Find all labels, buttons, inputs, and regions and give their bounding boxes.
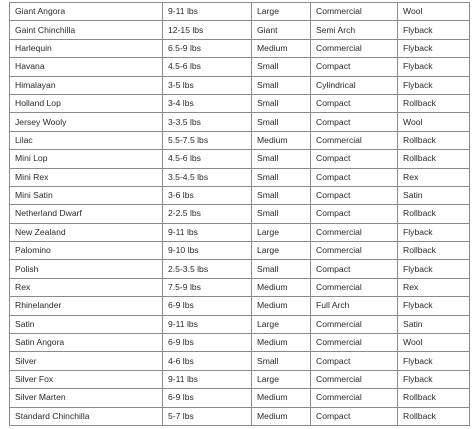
table-row: [10, 407, 470, 425]
body-type-cell: Compact: [311, 168, 398, 186]
weight-cell: 9-11 lbs: [163, 3, 252, 21]
fur-type-cell: Flyback: [398, 39, 470, 57]
size-cell: Large: [252, 242, 311, 260]
body-type-cell: Compact: [311, 407, 398, 425]
weight-cell: 5-7 lbs: [163, 407, 252, 425]
fur-type-cell: Flyback: [398, 260, 470, 278]
size-cell: Large: [252, 223, 311, 241]
table-row: [10, 315, 470, 333]
body-type-cell: Compact: [311, 205, 398, 223]
fur-type-cell: Wool: [398, 3, 470, 21]
table-row: [10, 150, 470, 168]
size-cell: Medium: [252, 131, 311, 149]
weight-cell: 6-9 lbs: [163, 389, 252, 407]
weight-cell: 3-6 lbs: [163, 186, 252, 204]
weight-cell: 12-15 lbs: [163, 21, 252, 39]
size-cell: Medium: [252, 389, 311, 407]
weight-cell: 5.5-7.5 lbs: [163, 131, 252, 149]
weight-cell: 3.5-4.5 lbs: [163, 168, 252, 186]
table-row: [10, 389, 470, 407]
table-row: [10, 76, 470, 94]
body-type-cell: Compact: [311, 94, 398, 112]
body-type-cell: Semi Arch: [311, 21, 398, 39]
weight-cell: 9-11 lbs: [163, 315, 252, 333]
breed-cell: Silver Fox: [10, 370, 163, 388]
size-cell: Small: [252, 58, 311, 76]
body-type-cell: Compact: [311, 186, 398, 204]
size-cell: Small: [252, 205, 311, 223]
size-cell: Small: [252, 352, 311, 370]
weight-cell: 3-5 lbs: [163, 76, 252, 94]
table-row: [10, 334, 470, 352]
table-row: [10, 297, 470, 315]
fur-type-cell: Flyback: [398, 21, 470, 39]
fur-type-cell: Flyback: [398, 58, 470, 76]
fur-type-cell: Rex: [398, 278, 470, 296]
table-row: [10, 39, 470, 57]
fur-type-cell: Wool: [398, 334, 470, 352]
breed-cell: Giant Angora: [10, 3, 163, 21]
fur-type-cell: Rollback: [398, 131, 470, 149]
body-type-cell: Commercial: [311, 3, 398, 21]
weight-cell: 4.5-6 lbs: [163, 150, 252, 168]
size-cell: Small: [252, 113, 311, 131]
table-row: [10, 94, 470, 112]
fur-type-cell: Rollback: [398, 407, 470, 425]
fur-type-cell: Flyback: [398, 370, 470, 388]
fur-type-cell: Rex: [398, 168, 470, 186]
breed-cell: Gaint Chinchilla: [10, 21, 163, 39]
size-cell: Medium: [252, 297, 311, 315]
fur-type-cell: Satin: [398, 315, 470, 333]
size-cell: Small: [252, 150, 311, 168]
weight-cell: 2.5-3.5 lbs: [163, 260, 252, 278]
size-cell: Small: [252, 76, 311, 94]
table-row: [10, 168, 470, 186]
body-type-cell: Commercial: [311, 131, 398, 149]
body-type-cell: Commercial: [311, 370, 398, 388]
weight-cell: 6.5-9 lbs: [163, 39, 252, 57]
weight-cell: 9-11 lbs: [163, 223, 252, 241]
size-cell: Large: [252, 370, 311, 388]
fur-type-cell: Rollback: [398, 94, 470, 112]
breed-cell: Rex: [10, 278, 163, 296]
weight-cell: 6-9 lbs: [163, 297, 252, 315]
body-type-cell: Commercial: [311, 334, 398, 352]
table-row: [10, 58, 470, 76]
breed-cell: Holland Lop: [10, 94, 163, 112]
size-cell: Medium: [252, 334, 311, 352]
weight-cell: 9-11 lbs: [163, 370, 252, 388]
body-type-cell: Compact: [311, 352, 398, 370]
breed-cell: Lilac: [10, 131, 163, 149]
breed-cell: Satin Angora: [10, 334, 163, 352]
breed-cell: Polish: [10, 260, 163, 278]
breed-cell: Himalayan: [10, 76, 163, 94]
breed-cell: New Zealand: [10, 223, 163, 241]
breed-cell: Palomino: [10, 242, 163, 260]
table-row: [10, 113, 470, 131]
table-row: [10, 278, 470, 296]
fur-type-cell: Flyback: [398, 76, 470, 94]
table-body: [10, 3, 470, 426]
size-cell: Large: [252, 3, 311, 21]
weight-cell: 6-9 lbs: [163, 334, 252, 352]
size-cell: Medium: [252, 278, 311, 296]
body-type-cell: Compact: [311, 260, 398, 278]
body-type-cell: Compact: [311, 150, 398, 168]
size-cell: Giant: [252, 21, 311, 39]
fur-type-cell: Wool: [398, 113, 470, 131]
body-type-cell: Full Arch: [311, 297, 398, 315]
fur-type-cell: Flyback: [398, 297, 470, 315]
weight-cell: 3-3.5 lbs: [163, 113, 252, 131]
weight-cell: 7.5-9 lbs: [163, 278, 252, 296]
size-cell: Large: [252, 315, 311, 333]
table-row: [10, 205, 470, 223]
body-type-cell: Commercial: [311, 39, 398, 57]
body-type-cell: Cylindrical: [311, 76, 398, 94]
size-cell: Small: [252, 186, 311, 204]
table-row: [10, 260, 470, 278]
body-type-cell: Commercial: [311, 315, 398, 333]
fur-type-cell: Flyback: [398, 352, 470, 370]
table-row: [10, 352, 470, 370]
table-row: [10, 186, 470, 204]
size-cell: Small: [252, 260, 311, 278]
size-cell: Medium: [252, 39, 311, 57]
table-row: [10, 223, 470, 241]
breed-cell: Mini Lop: [10, 150, 163, 168]
body-type-cell: Commercial: [311, 242, 398, 260]
weight-cell: 2-2.5 lbs: [163, 205, 252, 223]
fur-type-cell: Rollback: [398, 205, 470, 223]
size-cell: Small: [252, 168, 311, 186]
body-type-cell: Commercial: [311, 223, 398, 241]
breed-cell: Netherland Dwarf: [10, 205, 163, 223]
body-type-cell: Compact: [311, 113, 398, 131]
table-row: [10, 242, 470, 260]
body-type-cell: Compact: [311, 58, 398, 76]
breed-cell: Mini Satin: [10, 186, 163, 204]
breed-cell: Jersey Wooly: [10, 113, 163, 131]
table-row: [10, 370, 470, 388]
size-cell: Medium: [252, 407, 311, 425]
table-row: [10, 21, 470, 39]
breed-cell: Silver: [10, 352, 163, 370]
table-row: [10, 131, 470, 149]
fur-type-cell: Flyback: [398, 223, 470, 241]
size-cell: Small: [252, 94, 311, 112]
weight-cell: 4.5-6 lbs: [163, 58, 252, 76]
breed-table-container: [9, 2, 470, 426]
weight-cell: 4-6 lbs: [163, 352, 252, 370]
breed-cell: Rhinelander: [10, 297, 163, 315]
fur-type-cell: Rollback: [398, 242, 470, 260]
table-row: [10, 3, 470, 21]
breed-cell: Standard Chinchilla: [10, 407, 163, 425]
body-type-cell: Commercial: [311, 389, 398, 407]
rabbit-breed-table: [9, 2, 470, 426]
fur-type-cell: Satin: [398, 186, 470, 204]
breed-cell: Satin: [10, 315, 163, 333]
fur-type-cell: Rollback: [398, 150, 470, 168]
weight-cell: 3-4 lbs: [163, 94, 252, 112]
weight-cell: 9-10 lbs: [163, 242, 252, 260]
breed-cell: Mini Rex: [10, 168, 163, 186]
breed-cell: Silver Marten: [10, 389, 163, 407]
breed-cell: Havana: [10, 58, 163, 76]
fur-type-cell: Rollback: [398, 389, 470, 407]
body-type-cell: Commercial: [311, 278, 398, 296]
breed-cell: Harlequin: [10, 39, 163, 57]
